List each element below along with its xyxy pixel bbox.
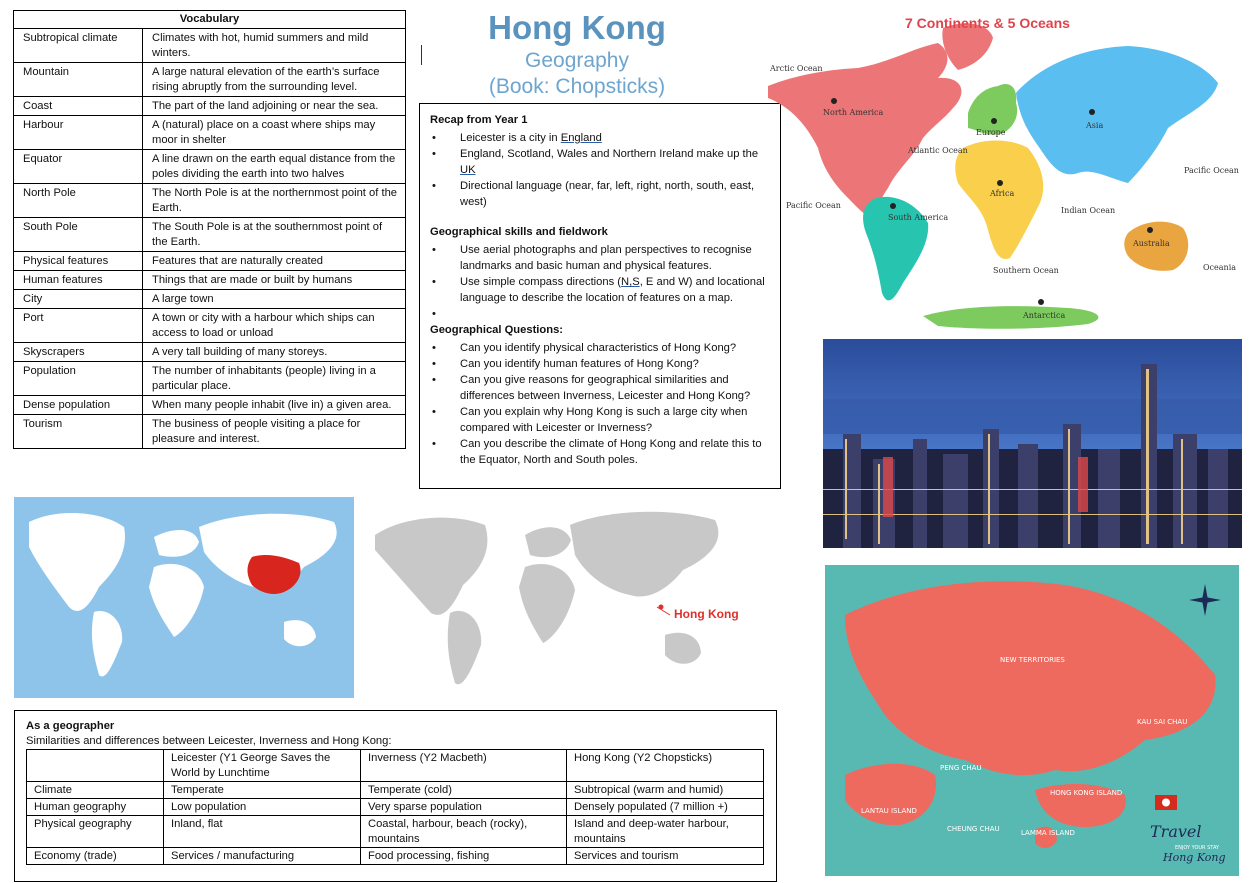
recap-year1-item-underlined-term: England (560, 132, 602, 144)
vocabulary-term: Skyscrapers (14, 343, 143, 362)
map-label-ocean-4: Indian Ocean (1061, 206, 1116, 215)
subject-title: Geography (525, 49, 629, 72)
travel-label-2: PENG CHAU (940, 764, 982, 772)
vocabulary-row (14, 415, 406, 449)
vocabulary-row (14, 184, 406, 218)
world-map-china-highlight (14, 497, 354, 698)
travel-ribbon: ENJOY YOUR STAY (1175, 845, 1220, 851)
vocabulary-definition: The South Pole is at the southernmost point of the Earth. (143, 218, 406, 252)
pin-icon (1038, 299, 1044, 305)
pin-icon (890, 203, 896, 209)
recap-year1-item-underlined-term: UK (460, 164, 476, 176)
vocabulary-header: Vocabulary (14, 11, 406, 29)
vocabulary-term: Physical features (14, 252, 143, 271)
comparison-cell: Services and tourism (567, 848, 764, 865)
vocabulary-term: Human features (14, 271, 143, 290)
recap-box (419, 103, 781, 489)
recap-year1-item (430, 146, 770, 178)
map-label-ocean-0: Arctic Ocean (770, 64, 823, 73)
vocabulary-row (14, 116, 406, 150)
vocabulary-row (14, 362, 406, 396)
comparison-row (27, 848, 764, 865)
comparison-row (27, 782, 764, 799)
travel-label-4: CHEUNG CHAU (947, 825, 1000, 833)
vocabulary-definition: Things that are made or built by humans (143, 271, 406, 290)
travel-label-3: LANTAU ISLAND (861, 807, 917, 815)
map-label-continent-2: Europe (976, 128, 1006, 137)
vocabulary-definition: The business of people visiting a place for pleasure and interest. (143, 415, 406, 449)
comparison-cell: Food processing, fishing (361, 848, 567, 865)
question-item: • Can you identify physical characteristics of Hong Kong? (430, 340, 770, 356)
continents-map-title: 7 Continents & 5 Oceans (905, 15, 1070, 31)
travel-label-6: HONG KONG ISLAND (1050, 789, 1123, 797)
comparison-cell: Climate (27, 782, 164, 799)
question-item: • Can you describe the climate of Hong Kong and relate this to the Equator, North and South poles. (430, 436, 770, 468)
comparison-cell: Island and deep-water harbour, mountains (567, 816, 764, 848)
recap-year1-section (430, 112, 770, 210)
pin-icon (991, 118, 997, 124)
recap-year1-heading: Recap from Year 1 (430, 114, 528, 126)
comparison-header-cell: Inverness (Y2 Macbeth) (361, 750, 567, 782)
comparison-table (26, 749, 764, 865)
vocabulary-term: South Pole (14, 218, 143, 252)
asia-shape (1016, 46, 1218, 183)
comparison-cell: Physical geography (27, 816, 164, 848)
map-label-ocean-3: Pacific Ocean (1184, 166, 1239, 175)
question-item: • Can you give reasons for geographical similarities and differences between Inverness, Leicester and Hong Kong? (430, 372, 770, 404)
pin-icon (1089, 109, 1095, 115)
vocabulary-row (14, 29, 406, 63)
vocabulary-term: Harbour (14, 116, 143, 150)
vocabulary-definition: Features that are naturally created (143, 252, 406, 271)
world-continents-map (748, 8, 1244, 333)
hong-kong-leader-line (657, 607, 670, 615)
map-label-continent-5: Australia (1133, 239, 1170, 248)
comparison-row (27, 799, 764, 816)
world-map-hong-kong-locator (365, 495, 741, 705)
map-label-continent-6: Antarctica (1023, 311, 1066, 320)
vocabulary-term: North Pole (14, 184, 143, 218)
vocabulary-term: Port (14, 309, 143, 343)
vocabulary-definition: A large natural elevation of the earth’s surface rising abruptly from the surrounding level. (143, 63, 406, 97)
question-item: • Can you explain why Hong Kong is such a large city when compared with Leicester or Inverness? (430, 404, 770, 436)
vocabulary-row (14, 343, 406, 362)
comparison-box (14, 710, 777, 882)
comparison-cell: Densely populated (7 million +) (567, 799, 764, 816)
vocabulary-term: Mountain (14, 63, 143, 97)
recap-year1-item (430, 178, 770, 210)
hong-kong-travel-map (825, 565, 1239, 876)
book-title: (Book: Chopsticks) (488, 75, 666, 98)
skills-item-text-after: , E and W) and locational language to describe the location of features on a map. (460, 276, 765, 304)
vocabulary-term: City (14, 290, 143, 309)
vocabulary-row (14, 309, 406, 343)
pin-icon (1147, 227, 1153, 233)
skills-item (430, 306, 770, 322)
map-label-ocean-2: Pacific Ocean (786, 201, 841, 210)
comparison-header-row (27, 750, 764, 782)
vocabulary-definition: A town or city with a harbour which ships can access to load or unload (143, 309, 406, 343)
travel-script-sub: Hong Kong (1163, 851, 1226, 864)
comparison-cell: Human geography (27, 799, 164, 816)
vocabulary-row (14, 63, 406, 97)
comparison-body (27, 782, 764, 865)
skills-heading: Geographical skills and fieldwork (430, 226, 608, 238)
comparison-cell: Services / manufacturing (164, 848, 361, 865)
vocabulary-definition: A (natural) place on a coast where ships may moor in shelter (143, 116, 406, 150)
africa-shape (955, 141, 1043, 259)
vocabulary-row (14, 252, 406, 271)
comparison-header-cell: Hong Kong (Y2 Chopsticks) (567, 750, 764, 782)
comparison-cell: Very sparse population (361, 799, 567, 816)
questions-heading: Geographical Questions: (430, 324, 564, 336)
comparison-cell: Temperate (cold) (361, 782, 567, 799)
travel-label-1: KAU SAI CHAU (1137, 718, 1188, 726)
comparison-row (27, 816, 764, 848)
text-cursor (421, 45, 422, 65)
vocabulary-definition: The part of the land adjoining or near the sea. (143, 97, 406, 116)
comparison-cell: Subtropical (warm and humid) (567, 782, 764, 799)
travel-label-5: LAMMA ISLAND (1021, 829, 1075, 837)
comparison-cell: Low population (164, 799, 361, 816)
map-label-ocean-1: Atlantic Ocean (908, 146, 968, 155)
vocabulary-definition: When many people inhabit (live in) a given area. (143, 396, 406, 415)
antarctica-shape (923, 306, 1098, 329)
recap-year1-item (430, 130, 770, 146)
vocabulary-term: Coast (14, 97, 143, 116)
hong-kong-skyline-photo (823, 339, 1242, 548)
travel-script-title: Travel (1150, 822, 1202, 841)
questions-section (430, 322, 770, 468)
map-label-continent-4: Asia (1086, 121, 1104, 130)
vocabulary-row (14, 396, 406, 415)
hong-kong-flag-icon (1155, 795, 1177, 810)
vocabulary-term: Subtropical climate (14, 29, 143, 63)
vocabulary-definition: Climates with hot, humid summers and mild winters. (143, 29, 406, 63)
vocabulary-definition: The number of inhabitants (people) living in a particular place. (143, 362, 406, 396)
comparison-title: As a geographer (26, 720, 115, 732)
title-block (424, 8, 730, 100)
vocabulary-definition: The North Pole is at the northernmost point of the Earth. (143, 184, 406, 218)
comparison-intro: Similarities and differences between Leicester, Inverness and Hong Kong: (26, 735, 392, 747)
map-label-ocean-6: Oceania (1203, 263, 1237, 272)
vocabulary-table (13, 10, 406, 449)
vocabulary-term: Equator (14, 150, 143, 184)
comparison-cell: Coastal, harbour, beach (rocky), mountains (361, 816, 567, 848)
vocabulary-definition: A very tall building of many storeys. (143, 343, 406, 362)
vocabulary-body (14, 29, 406, 449)
travel-label-0: NEW TERRITORIES (1000, 656, 1065, 664)
skills-item-text: Use aerial photographs and plan perspectives to recognise landmarks and basic human and physical features. (460, 244, 752, 272)
vocabulary-term: Tourism (14, 415, 143, 449)
questions-list (430, 340, 770, 468)
vocabulary-definition: A large town (143, 290, 406, 309)
map-label-ocean-5: Southern Ocean (993, 266, 1059, 275)
comparison-cell: Inland, flat (164, 816, 361, 848)
comparison-cell: Temperate (164, 782, 361, 799)
vocabulary-row (14, 218, 406, 252)
skills-item-underlined-term: N,S (621, 276, 640, 288)
recap-year1-list (430, 130, 770, 210)
comparison-header-cell: Leicester (Y1 George Saves the World by Lunchtime (164, 750, 361, 782)
comparison-header-cell (27, 750, 164, 782)
map-label-continent-0: North America (823, 108, 884, 117)
vocabulary-row (14, 97, 406, 116)
pin-icon (831, 98, 837, 104)
recap-year1-item-text: Leicester is a city in (460, 132, 561, 144)
vocabulary-row (14, 290, 406, 309)
recap-year1-item-text: England, Scotland, Wales and Northern Ireland make up the (460, 148, 759, 160)
vocabulary-row (14, 271, 406, 290)
comparison-cell: Economy (trade) (27, 848, 164, 865)
question-item: • Can you identify human features of Hong Kong? (430, 356, 770, 372)
map-label-continent-3: Africa (990, 189, 1015, 198)
skills-item-text: Use simple compass directions ( (460, 276, 622, 288)
skills-item (430, 242, 770, 274)
vocabulary-definition: A line drawn on the earth equal distance from the poles dividing the earth into two halves (143, 150, 406, 184)
recap-year1-item-text: Directional language (near, far, left, right, north, south, east, west) (460, 180, 755, 208)
hong-kong-map-label: Hong Kong (674, 607, 739, 621)
map-label-continent-1: South America (888, 213, 949, 222)
skills-item (430, 274, 770, 306)
vocabulary-term: Population (14, 362, 143, 396)
skills-section (430, 224, 770, 322)
page-title: Hong Kong (488, 9, 666, 46)
vocabulary-row (14, 150, 406, 184)
vocabulary-term: Dense population (14, 396, 143, 415)
pin-icon (997, 180, 1003, 186)
skills-list (430, 242, 770, 322)
